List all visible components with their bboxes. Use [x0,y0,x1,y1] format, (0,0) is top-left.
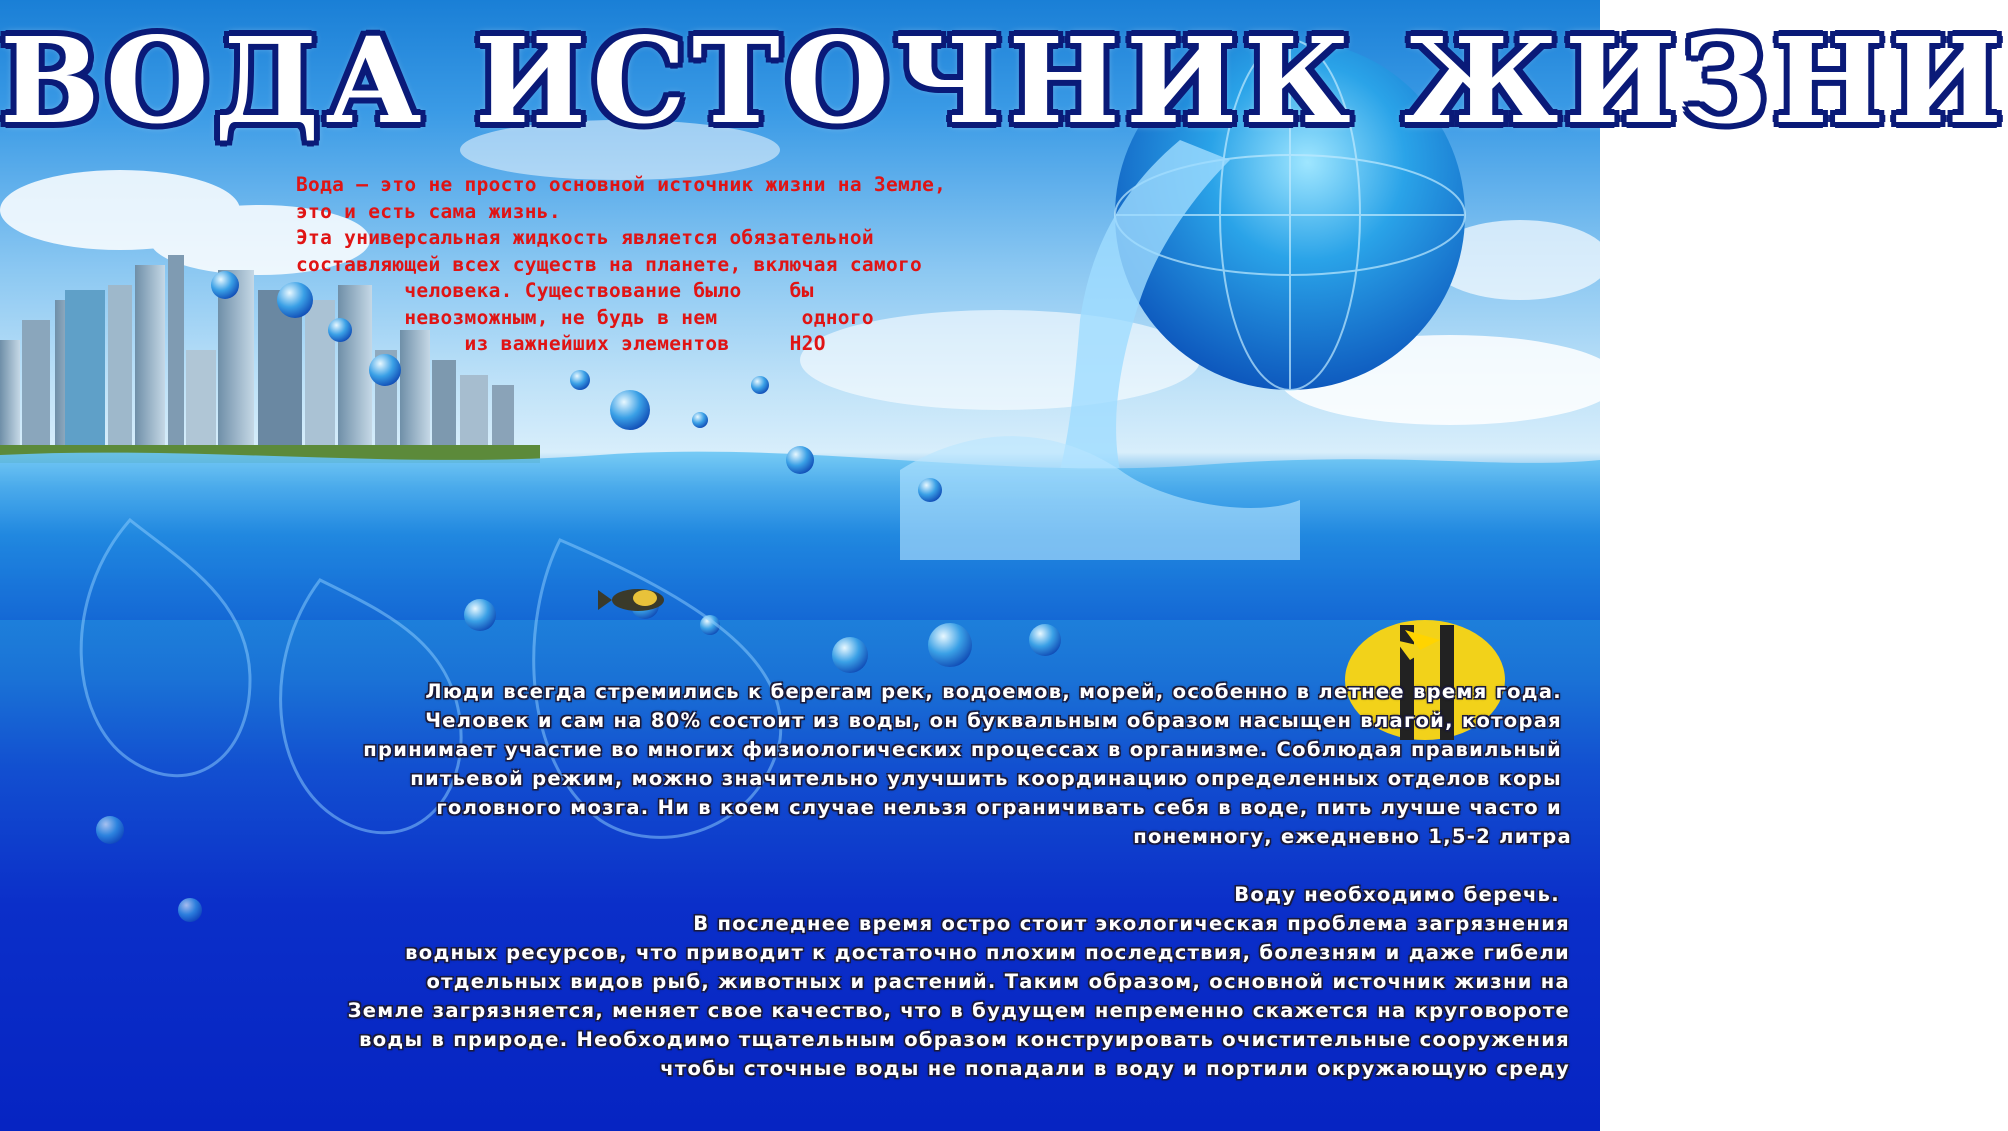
intro-line: это и есть сама жизнь. [296,199,561,223]
intro-line: Вода – это не просто основной источник жизни на Земле, [296,173,947,196]
paragraph-line: отдельных видов рыб, животных и растений. Таким образом, основной источник жизни на [426,970,1570,993]
intro-line: невозможным, не будь в нем одного [296,305,874,329]
paragraph-line: Воду необходимо беречь. [1234,883,1560,906]
paragraph-line: водных ресурсов, что приводит к достаточно плохим последствия, болезням и даже гибели [405,941,1570,964]
paragraph-line: Земле загрязняется, меняет свое качество, что в будущем непременно скажется на круговороте [347,999,1570,1022]
paragraph-line: воды в природе. Необходимо тщательным образом конструировать очистительные сооружения [359,1028,1570,1051]
paragraph-line: Люди всегда стремились к берегам рек, водоемов, морей, особенно в летнее время года. [425,680,1562,703]
paragraph-line: чтобы сточные воды не попадали в воду и портили окружающую среду [660,1057,1570,1080]
paragraph-line: Человек и сам на 80% состоит из воды, он буквальным образом насыщен влагой, которая [425,709,1562,732]
intro-text [296,172,1116,358]
paragraph-protection [30,880,1570,1083]
intro-line: Эта универсальная жидкость является обязательной [296,226,874,249]
paragraph-line: понемногу, ежедневно 1,5-2 литра [1133,825,1572,848]
paragraph-line: принимает участие во многих физиологических процессах в организме. Соблюдая правильный [363,738,1562,761]
poster-title: ВОДА ИСТОЧНИК ЖИЗНИ [0,11,2008,150]
water-surface [0,452,1600,620]
intro-line: составляющей всех существ на планете, включая самого [296,252,923,276]
paragraph-line: питьевой режим, можно значительно улучшить координацию определенных отделов коры [410,767,1562,790]
paragraph-line: В последнее время остро стоит экологическая проблема загрязнения [693,912,1570,935]
paragraph-line: головного мозга. Ни в коем случае нельзя ограничивать себя в воде, пить лучше часто и [436,796,1562,819]
paragraph-health [22,677,1572,851]
intro-line: человека. Существование было бы [296,279,814,302]
intro-line: из важнейших элементов H2O [296,332,826,355]
